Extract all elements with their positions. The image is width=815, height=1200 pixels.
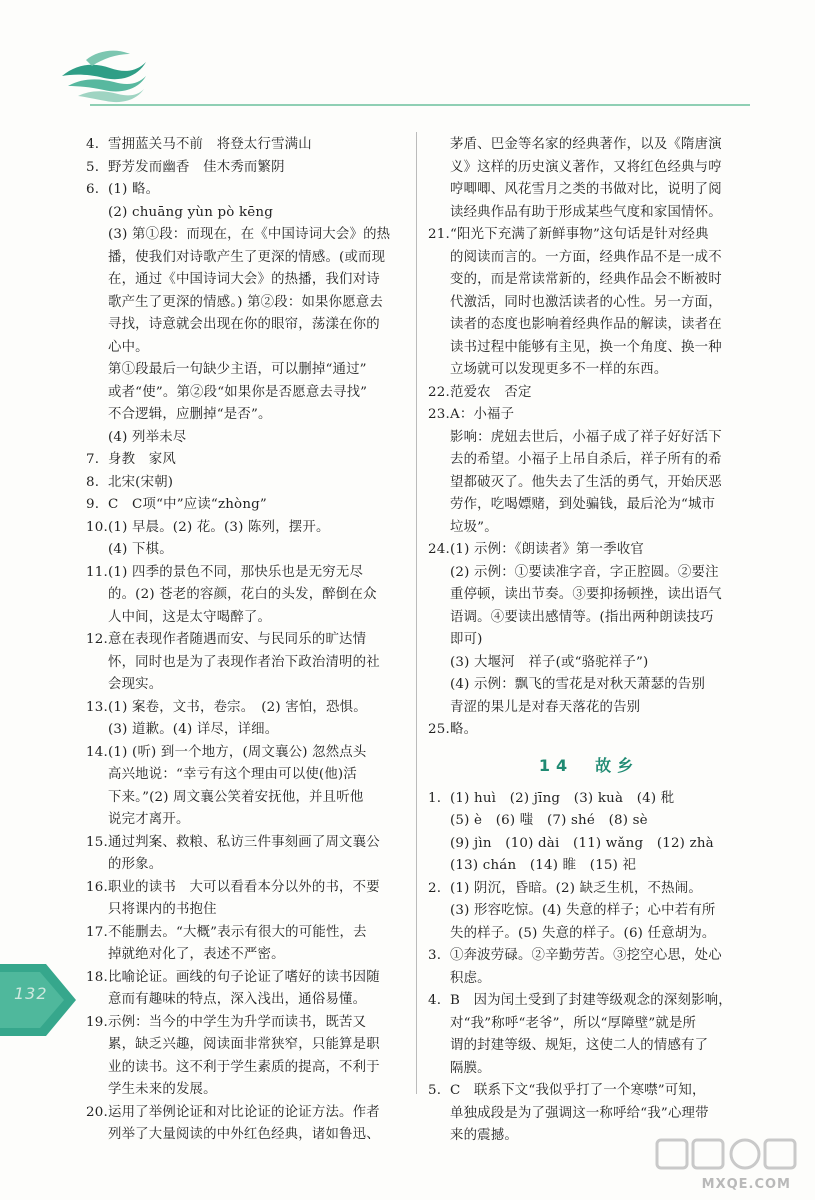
answer-item (428, 719, 750, 742)
answer-item (86, 494, 408, 517)
answer-number: 18. (86, 969, 108, 985)
answer-number: 17. (86, 924, 108, 940)
answer-line: 意而有趣味的特点，深入浅出，通俗易懂。 (108, 992, 367, 1007)
answer-line: C C项“中”应读“zhòng” (108, 497, 267, 512)
answer-line: (3) 第①段：而现在，在《中国诗词大会》的热 (108, 227, 391, 242)
answer-number: 16. (86, 879, 108, 895)
wave-logo-icon (58, 42, 150, 106)
answer-number: 2. (428, 880, 442, 896)
answer-line: 垃圾”。 (450, 519, 498, 535)
answer-line: 义》这样的历史演义著作，又将红色经典与哼 (450, 159, 722, 175)
answer-line: 单独成段是为了强调这一称呼给“我”心理带 (450, 1105, 709, 1121)
answer-line: 或者“使”。第②段“如果你是否愿意去寻找” (108, 384, 368, 400)
answer-line: “阳光下充满了新鲜事物”这句话是针对经典 (450, 227, 709, 242)
answer-item (428, 945, 750, 990)
answer-line: 播，使我们对诗歌产生了更深的情感。(或而现 (108, 249, 386, 265)
answer-line: 野芳发而幽香 佳木秀而繁阴 (108, 159, 285, 175)
answer-item (86, 742, 408, 832)
answer-line: 下来。”(2) 周文襄公笑着安抚他，并且听他 (108, 789, 364, 805)
answer-item (86, 832, 408, 877)
answer-item (86, 472, 408, 495)
answer-item (86, 697, 408, 742)
answer-item (428, 382, 750, 405)
answer-line: 立场就可以发现更多不一样的东西。 (450, 362, 668, 377)
answer-item (86, 922, 408, 967)
answer-line: 影响：虎妞去世后，小福子成了祥子好好活下 (450, 429, 722, 445)
column-divider (416, 132, 417, 1094)
answer-line: (1) 四季的景色不同，那快乐也是无穷无尽 (108, 564, 364, 580)
answer-item (86, 877, 408, 922)
answer-item (86, 967, 408, 1012)
answer-number: 8. (86, 474, 100, 490)
answer-number: 3. (428, 948, 442, 963)
answer-line: 雪拥蓝关马不前 将登太行雪满山 (108, 137, 312, 152)
answer-line: 谓的封建等级、规矩，这使二人的情感有了 (450, 1038, 709, 1053)
answer-line: 即可) (450, 632, 483, 647)
answer-number: 1. (428, 790, 442, 806)
answer-item (428, 878, 750, 946)
answer-number: 11. (86, 564, 108, 580)
answer-number: 24. (428, 542, 450, 557)
answer-line: 比喻论证。画线的句子论证了嗜好的读书因随 (108, 969, 380, 985)
answer-line: (2) chuāng yùn pò kēng (108, 204, 274, 220)
answer-line: 第①段最后一句缺少主语，可以删掉“通过” (108, 362, 367, 377)
answer-number: 19. (86, 1014, 108, 1030)
answer-line: 只将课内的书抱住 (108, 902, 217, 917)
answer-line: 来的震撼。 (450, 1128, 518, 1143)
answer-line: A：小福子 (450, 407, 515, 422)
answer-line: 茅盾、巴金等名家的经典著作，以及《隋唐演 (450, 137, 722, 152)
section-14-answers (428, 788, 750, 1148)
answer-line: (3) 形容吃惊。(4) 失意的样子；心中若有所 (450, 903, 716, 918)
answer-line: (1) 阴沉，昏暗。(2) 缺乏生机，不热闹。 (450, 880, 702, 896)
answer-item (86, 1012, 408, 1102)
answer-item (428, 539, 750, 719)
answer-number: 25. (428, 722, 450, 737)
answer-item (428, 134, 750, 224)
answer-number: 6. (86, 182, 100, 197)
answer-line: 范爱农 否定 (450, 384, 532, 400)
answer-number: 13. (86, 699, 108, 715)
answer-item (428, 990, 750, 1080)
answer-line: B 因为闰土受到了封建等级观念的深刻影响， (450, 993, 732, 1008)
answers-continued (428, 134, 750, 742)
answer-number: 4. (428, 993, 442, 1008)
answer-line: 运用了举例论证和对比论证的论证方法。作者 (108, 1104, 380, 1120)
answer-number: 22. (428, 384, 450, 400)
answer-line: 北宋(宋朝) (108, 474, 174, 490)
answer-line: 通过判案、救粮、私访三件事刻画了周文襄公 (108, 834, 380, 850)
answer-line: 人中间，这是太守喝醉了。 (108, 609, 272, 625)
watermark-text: MXQE.COM (701, 1177, 791, 1192)
answer-item (428, 404, 750, 539)
answer-line: (1) huì (2) jīng (3) kuà (4) 秕 (450, 790, 675, 806)
answer-number: 12. (86, 632, 108, 647)
answer-line: (1) 示例：《朗读者》第一季收官 (450, 542, 645, 557)
answer-item (86, 449, 408, 472)
answer-line: 失的样子。(5) 失意的样子。(6) 任意胡为。 (450, 925, 716, 941)
answer-line: ①奔波劳碌。②辛勤劳苦。③挖空心思，处心 (450, 948, 722, 963)
answer-number: 4. (86, 137, 100, 152)
answer-line: 歌产生了更深的情感。) 第②段：如果你愿意去 (108, 294, 383, 310)
answer-line: 怀，同时也是为了表现作者治下政治清明的社 (108, 654, 380, 670)
answer-line: 积虑。 (450, 970, 491, 986)
answer-line: 望都破灭了。他失去了生活的勇气，开始厌恶 (450, 474, 722, 490)
answer-line: 语调。④要读出感情等。(指出两种朗读技巧 (450, 609, 714, 625)
answer-line: 职业的读书 大可以看看本分以外的书，不要 (108, 879, 380, 895)
answer-item (86, 629, 408, 697)
answer-line: 示例：当今的中学生为升学而读书，既苦又 (108, 1014, 367, 1030)
answer-item (86, 1102, 408, 1147)
answer-line: 的形象。 (108, 857, 163, 872)
answer-line: 变的，而是常读常新的，经典作品会不断被时 (450, 272, 722, 287)
answer-line: (1) 案卷，文书，卷宗。 (2) 害怕，恐惧。 (108, 699, 367, 715)
answer-line: 高兴地说：“幸亏有这个理由可以使(他)活 (108, 767, 357, 782)
answer-line: 心中。 (108, 339, 149, 355)
answer-line: 业的读书。这不利于学生素质的提高，不利于 (108, 1059, 380, 1075)
answer-line: 掉就绝对化了，表述不严密。 (108, 947, 285, 962)
answer-line: 隔膜。 (450, 1060, 491, 1076)
answer-item (86, 179, 408, 449)
answer-line: 读书过程中能够有主见，换一个角度、换一种 (450, 339, 722, 355)
left-column (86, 134, 408, 1147)
answer-line: 青涩的果儿是对春天落花的告别 (450, 699, 641, 715)
answer-line: (3) 大堰河 祥子(或“骆驼祥子”) (450, 654, 649, 670)
answer-line: (4) 列举未尽 (108, 429, 187, 445)
header-rule (90, 104, 750, 106)
answer-line: 读者的态度也影响着经典作品的解读，读者在 (450, 317, 722, 332)
answer-item (428, 224, 750, 382)
answer-line: (13) chán (14) 睢 (15) 祀 (450, 858, 637, 873)
answer-item (86, 562, 408, 630)
answer-line: (9) jìn (10) dài (11) wǎng (12) zhà (450, 835, 714, 851)
answer-number: 5. (86, 159, 100, 175)
answer-line: 寻找，诗意就会出现在你的眼帘，荡漾在你的 (108, 317, 380, 332)
answer-line: C 联系下文“我似乎打了一个寒噤”可知， (450, 1083, 706, 1098)
answer-number: 15. (86, 834, 108, 850)
answer-number: 21. (428, 227, 450, 242)
answer-line: 意在表现作者随遇而安、与民同乐的旷达情 (108, 632, 367, 647)
answer-number: 5. (428, 1083, 442, 1098)
answer-item (86, 517, 408, 562)
answer-line: (4) 下棋。 (108, 542, 173, 557)
answer-line: 的阅读而言的。一方面，经典作品不是一成不 (450, 249, 722, 265)
answer-line: 身教 家风 (108, 452, 176, 467)
answer-line: 略。 (450, 722, 478, 737)
answer-item (428, 788, 750, 878)
answer-line: 读经典作品有助于形成某些气度和家国情怀。 (450, 204, 722, 220)
answer-line: (5) è (6) 嗤 (7) shé (8) sè (450, 813, 648, 828)
answer-line: 代激活，同时也激活读者的心性。另一方面， (450, 294, 722, 310)
answer-line: (4) 示例：飘飞的雪花是对秋天萧瑟的告别 (450, 677, 706, 692)
answer-line: (3) 道歉。(4) 详尽，详细。 (108, 722, 279, 737)
answer-line: 重停顿，读出节奏。③要抑扬顿挫，读出语气 (450, 587, 722, 602)
answer-item (86, 134, 408, 157)
answer-line: 劳作，吃喝嫖赌，到处骗钱，最后沦为“城市 (450, 497, 716, 512)
answer-line: 列举了大量阅读的中外红色经典，诸如鲁迅、 (108, 1127, 380, 1142)
answer-line: 不能删去。“大概”表示有很大的可能性，去 (108, 924, 367, 940)
answer-line: (1) (听) 到一个地方，(周文襄公) 忽然点头 (108, 744, 367, 760)
answer-line: 会现实。 (108, 677, 163, 692)
answer-line: 去的希望。小福子上吊自杀后，祥子所有的希 (450, 452, 722, 467)
answer-number: 10. (86, 519, 108, 535)
answer-number: 23. (428, 407, 450, 422)
right-column (428, 134, 750, 1148)
answer-line: 累，缺乏兴趣，阅读面非常狭窄，只能算是职 (108, 1037, 380, 1052)
answer-line: 不合逻辑，应删掉“是否”。 (108, 407, 272, 422)
answer-item (86, 157, 408, 180)
answer-line: 说完才离开。 (108, 812, 190, 827)
answer-number: 20. (86, 1104, 108, 1120)
answer-line: 在，通过《中国诗词大会》的热播，我们对诗 (108, 272, 380, 287)
answer-line: (2) 示例：①要读准字音，字正腔圆。②要注 (450, 564, 719, 580)
section-title: 14 故乡 (538, 755, 640, 775)
page-number: 132 (14, 984, 48, 1003)
answer-line: 对“我”称呼“老爷”，所以“厚障壁”就是所 (450, 1015, 697, 1031)
answer-line: 学生未来的发展。 (108, 1082, 217, 1097)
answer-number: 7. (86, 452, 100, 467)
answer-number: 14. (86, 744, 108, 760)
answer-line: 哼唧唧、风花雪月之类的书做对比，说明了阅 (450, 182, 722, 197)
answer-line: 的。(2) 苍老的容颜，花白的头发，醉倒在众 (108, 587, 377, 602)
answer-number: 9. (86, 497, 100, 512)
answer-line: (1) 略。 (108, 182, 160, 197)
answer-line: (1) 早晨。(2) 花。(3) 陈列，摆开。 (108, 519, 330, 535)
